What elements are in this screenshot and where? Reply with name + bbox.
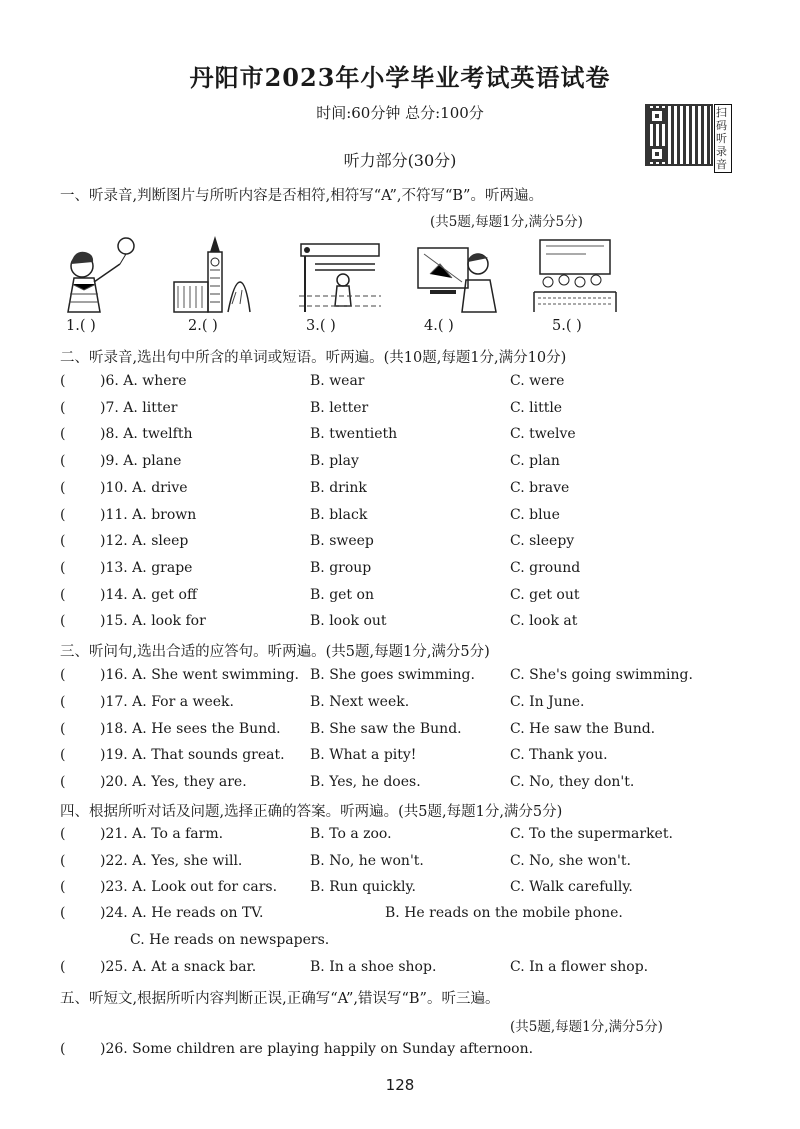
question-row [60,694,760,714]
option-a: )14. A. get off [100,586,197,603]
picture-3-answer[interactable]: 3.( ) [306,318,336,334]
option-b: B. To a zoo. [310,826,392,842]
option-b: B. Yes, he does. [310,774,421,791]
part1-score: (共5题,每题1分,满分5分) [430,214,583,230]
option-c: C. No, she won't. [510,852,631,869]
qr-label: 扫码听录音 [714,104,732,173]
option-b: B. black [310,506,368,523]
answer-blank[interactable]: ( [60,852,66,869]
answer-blank[interactable]: ( [60,667,66,683]
part1-instruction: 一、听录音,判断图片与所听内容是否相符,相符写“A”,不符写“B”。听两遍。 [60,188,543,204]
question-row [60,453,760,473]
traffic-light-picture [295,234,385,314]
option-c: C. were [510,373,565,389]
question-row [60,905,760,925]
answer-blank[interactable]: ( [60,586,66,603]
part5-score: (共5题,每题1分,满分5分) [510,1019,663,1035]
option-b: B. drink [310,479,367,496]
option-a: )17. A. For a week. [100,693,234,710]
option-b: B. In a shoe shop. [310,959,437,975]
option-b: B. He reads on the mobile phone. [385,905,623,921]
option-a: )18. A. He sees the Bund. [100,720,281,737]
option-c: C. In a flower shop. [510,959,649,975]
question-row [60,560,760,580]
option-c: C. Walk carefully. [510,879,633,895]
picture-1-answer[interactable]: 1.( ) [66,318,96,334]
question-row [60,879,760,899]
page-number: 128 [385,1076,415,1094]
question-row [60,533,760,553]
question-row [60,667,760,687]
option-a: )24. A. He reads on TV. [100,905,264,921]
option-a: )12. A. sleep [100,533,189,550]
option-c: C. In June. [510,693,585,710]
option-a: )7. A. litter [100,399,178,416]
answer-blank[interactable]: ( [60,533,66,550]
question-row [60,853,760,873]
answer-blank[interactable]: ( [60,399,66,416]
part5-instruction: 五、听短文,根据所听内容判断正误,正确写“A”,错误写“B”。听三遍。 [60,991,500,1007]
option-b: B. letter [310,399,369,416]
option-c: C. get out [510,586,580,603]
option-c: C. look at [510,613,578,630]
answer-blank[interactable]: ( [60,613,66,630]
answer-blank[interactable]: ( [60,720,66,737]
option-c: C. To the supermarket. [510,826,673,842]
picture-2-answer[interactable]: 2.( ) [188,318,218,334]
option-c: C. Thank you. [510,747,608,764]
watching-tv-picture [410,234,500,314]
option-a: )10. A. drive [100,479,188,496]
option-b: B. get on [310,586,374,603]
question-row [60,507,760,527]
answer-blank[interactable]: ( [60,479,66,496]
question-row-continued [130,932,800,952]
option-a: )6. A. where [100,373,187,389]
answer-blank[interactable]: ( [60,506,66,523]
option-b: B. look out [310,613,387,630]
option-b: B. twentieth [310,426,398,443]
listening-heading: 听力部分(30分) [343,151,457,170]
answer-blank[interactable]: ( [60,905,66,921]
option-b: B. She goes swimming. [310,667,475,683]
question-row [60,1041,760,1061]
option-c: C. twelve [510,426,576,443]
answer-blank[interactable]: ( [60,559,66,576]
option-c: C. He saw the Bund. [510,720,656,737]
option-a: )25. A. At a snack bar. [100,959,257,975]
question-row [60,747,760,767]
part4-instruction: 四、根据所听对话及问题,选择正确的答案。听两遍。(共5题,每题1分,满分5分) [60,804,563,820]
option-c: C. little [510,399,563,416]
option-c: C. No, they don't. [510,774,635,791]
boy-balloon-picture [60,234,150,314]
answer-blank[interactable]: ( [60,879,66,895]
answer-blank[interactable]: ( [60,826,66,842]
option-b: B. What a pity! [310,747,417,764]
question-row [60,774,760,794]
part2-instruction: 二、听录音,选出句中所含的单词或短语。听两遍。(共10题,每题1分,满分10分) [60,350,567,366]
option-a: )13. A. grape [100,559,193,576]
picture-4-answer[interactable]: 4.( ) [424,318,454,334]
answer-blank[interactable]: ( [60,373,66,389]
option-a: )21. A. To a farm. [100,826,224,842]
answer-blank[interactable]: ( [60,774,66,791]
option-a: )19. A. That sounds great. [100,747,285,764]
question-row [60,587,760,607]
option-b: B. play [310,453,359,470]
question-row [60,613,760,633]
option-b: B. Run quickly. [310,879,416,895]
question-row [60,426,760,446]
question-row [60,400,760,420]
option-b: B. She saw the Bund. [310,720,462,737]
option-a: )8. A. twelfth [100,426,193,443]
option-c: C. blue [510,506,560,523]
option-c: C. She's going swimming. [510,667,693,683]
option-b: B. Next week. [310,693,410,710]
answer-blank[interactable]: ( [60,959,66,975]
exam-time-score: 时间:60分钟 总分:100分 [316,104,484,122]
option-a: )15. A. look for [100,613,206,630]
part3-instruction: 三、听问句,选出合适的应答句。听两遍。(共5题,每题1分,满分5分) [60,644,490,660]
option-a: )9. A. plane [100,453,182,470]
answer-blank[interactable]: ( [60,453,66,470]
question-row [60,826,760,846]
option-b: B. wear [310,373,365,389]
option-c: C. brave [510,479,570,496]
option-c: C. ground [510,559,581,576]
answer-blank[interactable]: ( [60,426,66,443]
answer-blank[interactable]: ( [60,693,66,710]
question-row [60,373,760,393]
statement: )26. Some children are playing happily on Sunday afternoon. [100,1041,534,1057]
question-row [60,721,760,741]
picture-5-answer[interactable]: 5.( ) [552,318,582,334]
answer-blank[interactable]: ( [60,1041,66,1057]
picture-row [60,234,660,316]
page-title: 丹阳市2023年小学毕业考试英语试卷 [189,63,611,92]
question-row [60,959,760,979]
question-row [60,480,760,500]
option-a: )16. A. She went swimming. [100,667,299,683]
option-b: B. sweep [310,533,374,550]
answer-blank[interactable]: ( [60,747,66,764]
option-c: C. He reads on newspapers. [130,932,330,948]
option-b: B. No, he won't. [310,852,424,869]
option-c: C. plan [510,453,560,470]
classroom-picture [530,234,620,314]
option-a: )11. A. brown [100,506,197,523]
option-b: B. group [310,559,372,576]
option-a: )20. A. Yes, they are. [100,774,247,791]
option-a: )22. A. Yes, she will. [100,852,243,869]
big-ben-picture [170,234,260,314]
option-c: C. sleepy [510,533,575,550]
option-a: )23. A. Look out for cars. [100,879,278,895]
